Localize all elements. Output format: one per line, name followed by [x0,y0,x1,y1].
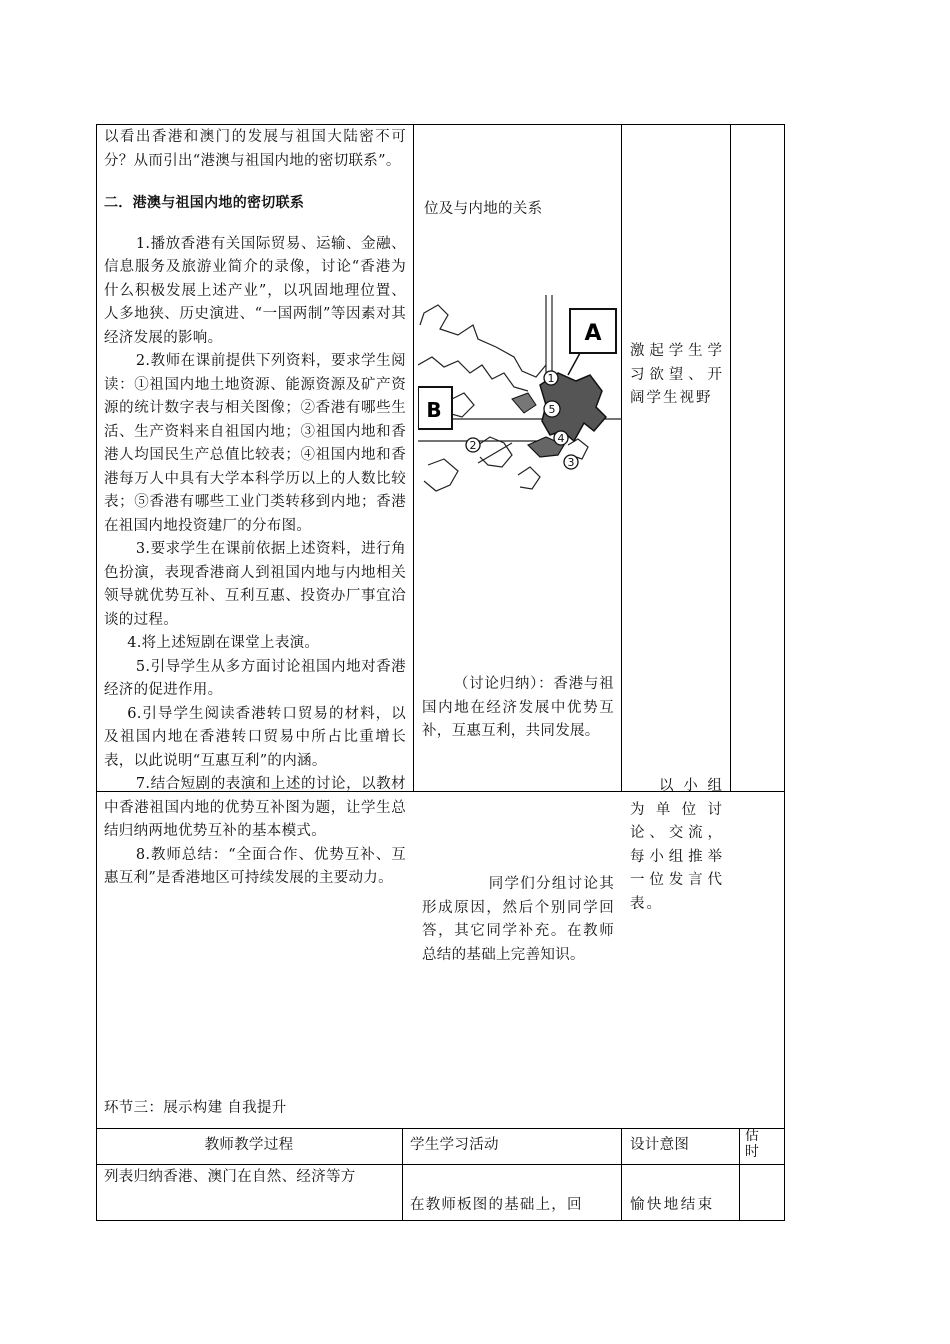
table-top-border [96,124,785,125]
map-marker-5: 5 [548,403,556,416]
map-marker-1: 1 [547,372,555,385]
hong-kong-map [418,295,622,511]
column-divider [739,1128,740,1221]
column-divider [621,1128,622,1221]
map-marker-4: 4 [557,432,565,445]
table-bottom-border [96,1220,785,1221]
row1-student-text: 在教师板图的基础上，回 [410,1197,583,1213]
header-estimated-time: 估时 [744,1128,760,1160]
student-group-text: 同学们分组讨论其形成原因，然后个别同学回答，其它同学补充。在教师总结的基础上完善知识。 [422,876,614,963]
map-marker-2: 2 [469,439,477,452]
section-heading: 二．港澳与祖国内地的密切联系 [104,195,305,211]
step-8: 8.教师总结：“全面合作、优势互补、互惠互利”是香港地区可持续发展的主要动力。 [104,846,406,886]
map-marker-3: 3 [567,456,575,469]
header-student-activity: 学生学习活动 [410,1137,499,1153]
lesson-plan-table [96,124,785,1221]
step-6: 6.引导学生阅读香港转口贸易的材料，以及祖国内地在香港转口贸易中所占比重增长表，以此说明“互惠互利”的内涵。 [104,705,406,769]
design-motivate-text: 激起学生学习欲望、开阔学生视野 [630,343,724,406]
table-right-border [784,124,785,1221]
row-divider [96,1128,785,1129]
column-divider [730,124,731,791]
column-divider [413,124,414,791]
row-divider [96,1164,785,1165]
map-label-a: A [584,321,602,346]
header-design-intention: 设计意图 [630,1137,690,1153]
section3-title: 环节三：展示构建 自我提升 [104,1100,287,1116]
step-4: 4.将上述短剧在课堂上表演。 [127,635,320,651]
map-label-b: B [426,398,442,422]
step-2: 2.教师在课前提供下列资料，要求学生阅读：①祖国内地土地资源、能源资源及矿产资源的统计数字表与相关图像；②香港有哪些生活、生产资料来自祖国内地；③祖国内地和香港人均国民生产总值比较表；④祖国内地和香港每万人中具有大学本科学历以上的人数比较表；⑤香港有哪些工业门类转移到内地；香港在祖国内地投资建厂的分布图。 [104,353,406,534]
table-left-border [96,124,97,1221]
column-divider [402,1128,403,1221]
step-7: 7.结合短剧的表演和上述的讨论，以教材中香港祖国内地的优势互补图为题，让学生总结归纳两地优势互补的基本模式。 [104,776,406,839]
row1-teacher-text: 列表归纳香港、澳门在自然、经济等方 [104,1169,356,1185]
step-1: 1.播放香港有关国际贸易、运输、金融、信息服务及旅游业简介的录像，讨论“香港为什么积极发展上述产业”，以巩固地理位置、人多地狭、历史演进、“一国两制”等因素对其经济发展的影响。 [104,235,406,346]
header-teacher-process: 教师教学过程 [204,1137,294,1153]
section-intro: 以看出香港和澳门的发展与祖国大陆密不可分？从而引出“港澳与祖国内地的密切联系”。 [104,129,406,169]
row1-design-text: 愉快地结束 [630,1197,715,1213]
step-5: 5.引导学生从多方面讨论祖国内地对香港经济的促进作用。 [104,658,406,698]
design-group-text: 以小组为单位讨论、交流，每小组推举一位发言代表。 [630,778,724,912]
student-discussion-text: （讨论归纳）：香港与祖国内地在经济发展中优势互补，互惠互利，共同发展。 [422,676,614,739]
teacher-process-cell [104,126,406,891]
step-3: 3.要求学生在课前依据上述资料，进行角色扮演，表现香港商人到祖国内地与内地相关领导就优势互补、互利互惠、投资办厂事宜洽谈的过程。 [104,541,406,628]
student-relation-text: 位及与内地的关系 [424,201,543,217]
